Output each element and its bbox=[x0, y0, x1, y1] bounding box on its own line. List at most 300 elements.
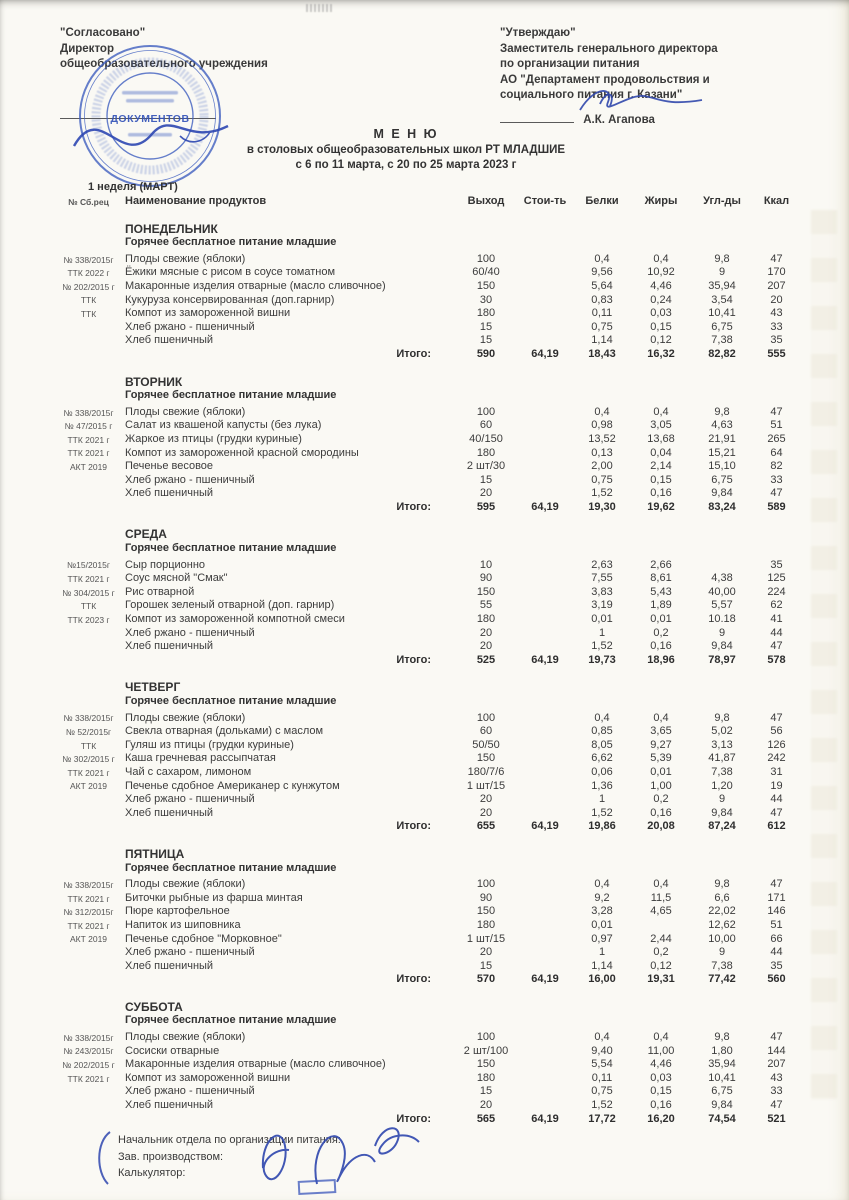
protein-value: 0,4 bbox=[594, 711, 610, 724]
carbs-value: 4,63 bbox=[711, 419, 733, 432]
menu-row bbox=[52, 892, 800, 906]
carbs-value: 6,75 bbox=[711, 320, 733, 333]
portion-out: 30 bbox=[479, 293, 493, 306]
portion-out: 180 bbox=[476, 918, 496, 931]
cost-value bbox=[517, 460, 573, 474]
recipe-ref: №15/2015г bbox=[67, 560, 110, 571]
protein-value: 0,4 bbox=[594, 405, 610, 418]
recipe-ref: АКТ 2019 bbox=[69, 934, 108, 945]
total-row bbox=[52, 348, 800, 362]
day-section bbox=[52, 681, 800, 834]
recipe-ref: ТТК bbox=[80, 601, 97, 612]
fat-value: 0,4 bbox=[653, 711, 669, 724]
recipe-ref: АКТ 2019 bbox=[69, 461, 108, 472]
portion-out: 180/7/6 bbox=[467, 765, 505, 778]
kcal-value: 47 bbox=[770, 711, 783, 724]
scan-artifact bbox=[306, 4, 334, 12]
carbs-value: 7,38 bbox=[711, 334, 733, 347]
fat-value bbox=[631, 919, 691, 933]
day-subtitle: Горячее бесплатное питание младшие bbox=[125, 542, 337, 555]
total-fat: 18,96 bbox=[647, 653, 675, 666]
protein-value: 5,64 bbox=[591, 279, 613, 292]
total-carbs: 82,82 bbox=[708, 347, 736, 360]
carbs-value: 9,8 bbox=[714, 878, 730, 891]
kcal-value: 35 bbox=[770, 558, 783, 571]
footer-signatures-icon bbox=[225, 1106, 455, 1198]
total-fat: 19,31 bbox=[647, 973, 675, 986]
product-name: Каша гречневая рассыпчатая bbox=[125, 752, 276, 765]
protein-value: 0,97 bbox=[591, 932, 613, 945]
kcal-value: 33 bbox=[770, 1085, 783, 1098]
product-name: Чай с сахаром, лимоном bbox=[125, 765, 252, 778]
total-label: Итого: bbox=[396, 500, 431, 513]
cost-value bbox=[517, 1099, 573, 1113]
table-header-row bbox=[52, 195, 800, 209]
recipe-ref: № 338/2015г bbox=[63, 1032, 114, 1043]
product-name: Макаронные изделия отварные (масло сливочное) bbox=[125, 1058, 386, 1071]
cost-value bbox=[517, 406, 573, 420]
portion-out: 100 bbox=[476, 878, 496, 891]
cost-value bbox=[517, 1072, 573, 1086]
protein-value: 0,06 bbox=[591, 765, 613, 778]
fat-value: 3,65 bbox=[650, 725, 672, 738]
recipe-ref: ТТК 2023 г bbox=[67, 614, 110, 625]
total-row bbox=[52, 973, 800, 987]
cost-value bbox=[517, 307, 573, 321]
fat-value: 4,65 bbox=[650, 905, 672, 918]
total-cost: 64,19 bbox=[531, 1112, 559, 1125]
protein-value: 1,14 bbox=[591, 334, 613, 347]
fat-value: 0,2 bbox=[653, 793, 669, 806]
kcal-value: 44 bbox=[770, 626, 783, 639]
recipe-ref: № 202/2015 г bbox=[62, 281, 115, 292]
recipe-ref: № 338/2015г bbox=[63, 713, 114, 724]
kcal-value: 224 bbox=[767, 585, 786, 598]
menu-row bbox=[52, 1045, 800, 1059]
day-section bbox=[52, 848, 800, 987]
cost-value bbox=[517, 280, 573, 294]
carbs-value: 10,00 bbox=[708, 932, 736, 945]
product-name: Компот из замороженной вишни bbox=[125, 1071, 291, 1084]
protein-value: 9,56 bbox=[591, 266, 613, 279]
approver-name: А.К. Агапова bbox=[583, 113, 655, 126]
portion-out: 2 шт/30 bbox=[466, 460, 506, 473]
kcal-value: 35 bbox=[770, 959, 783, 972]
fat-value: 0,4 bbox=[653, 1031, 669, 1044]
product-name: Салат из квашеной капусты (без лука) bbox=[125, 419, 322, 432]
protein-value: 13,52 bbox=[588, 432, 616, 445]
menu-row bbox=[52, 599, 800, 613]
fat-value: 4,46 bbox=[650, 1058, 672, 1071]
menu-row bbox=[52, 905, 800, 919]
cost-value bbox=[517, 433, 573, 447]
protein-value: 1 bbox=[598, 793, 606, 806]
cost-value bbox=[517, 474, 573, 488]
carbs-value: 40,00 bbox=[708, 585, 736, 598]
total-kcal: 555 bbox=[767, 347, 786, 360]
fat-value: 3,05 bbox=[650, 419, 672, 432]
col-header-fat: Жиры bbox=[644, 195, 678, 207]
kcal-value: 144 bbox=[767, 1044, 786, 1057]
carbs-value: 9 bbox=[718, 793, 726, 806]
approval-right-line: "Утверждаю" bbox=[500, 27, 576, 39]
menu-row bbox=[52, 447, 800, 461]
menu-row bbox=[52, 752, 800, 766]
approval-left-line: "Согласовано" bbox=[60, 27, 146, 39]
cost-value bbox=[517, 725, 573, 739]
portion-out: 180 bbox=[476, 307, 496, 320]
cost-value bbox=[517, 712, 573, 726]
total-out: 570 bbox=[476, 973, 496, 986]
menu-row bbox=[52, 334, 800, 348]
product-name: Плоды свежие (яблоки) bbox=[125, 252, 246, 265]
total-label: Итого: bbox=[396, 973, 431, 986]
portion-out: 20 bbox=[479, 793, 493, 806]
carbs-value: 9 bbox=[718, 626, 726, 639]
total-row bbox=[52, 501, 800, 515]
col-header-protein: Белки bbox=[585, 195, 619, 207]
total-label: Итого: bbox=[396, 653, 431, 666]
approver-signature-line bbox=[500, 122, 574, 123]
total-protein: 19,86 bbox=[588, 820, 616, 833]
portion-out: 150 bbox=[476, 279, 496, 292]
portion-out: 15 bbox=[479, 959, 493, 972]
product-name: Хлеб пшеничный bbox=[125, 334, 214, 347]
kcal-value: 31 bbox=[770, 765, 783, 778]
menu-row bbox=[52, 1072, 800, 1086]
fat-value: 11,5 bbox=[650, 891, 672, 904]
kcal-value: 171 bbox=[767, 891, 786, 904]
total-kcal: 578 bbox=[767, 653, 786, 666]
protein-value: 9,40 bbox=[591, 1044, 613, 1057]
menu-row bbox=[52, 253, 800, 267]
day-subtitle: Горячее бесплатное питание младшие bbox=[125, 861, 337, 874]
portion-out: 90 bbox=[479, 572, 493, 585]
day-section bbox=[52, 376, 800, 515]
portion-out: 150 bbox=[476, 905, 496, 918]
total-protein: 18,43 bbox=[588, 347, 616, 360]
kcal-value: 47 bbox=[770, 1031, 783, 1044]
protein-value: 0,85 bbox=[591, 725, 613, 738]
approval-right-line: Заместитель генерального директора bbox=[500, 42, 718, 55]
cost-value bbox=[517, 294, 573, 308]
cost-value bbox=[517, 627, 573, 641]
protein-value: 1,36 bbox=[591, 779, 613, 792]
protein-value: 3,83 bbox=[591, 585, 613, 598]
protein-value: 8,05 bbox=[591, 738, 613, 751]
total-protein: 19,30 bbox=[588, 500, 616, 513]
portion-out: 20 bbox=[479, 626, 493, 639]
total-kcal: 612 bbox=[767, 820, 786, 833]
carbs-value: 9,84 bbox=[711, 806, 733, 819]
cost-value bbox=[517, 933, 573, 947]
kcal-value: 43 bbox=[770, 1071, 783, 1084]
carbs-value: 5,02 bbox=[711, 725, 733, 738]
carbs-value: 22,02 bbox=[708, 905, 736, 918]
menu-row bbox=[52, 307, 800, 321]
cost-value bbox=[517, 1085, 573, 1099]
portion-out: 60 bbox=[479, 419, 493, 432]
protein-value: 0,11 bbox=[591, 307, 613, 320]
fat-value: 0,16 bbox=[650, 487, 672, 500]
kcal-value: 64 bbox=[770, 446, 783, 459]
carbs-value: 9,8 bbox=[714, 405, 730, 418]
fat-value: 0,16 bbox=[650, 1099, 672, 1112]
carbs-value: 9,84 bbox=[711, 487, 733, 500]
portion-out: 100 bbox=[476, 1031, 496, 1044]
carbs-value: 9,8 bbox=[714, 711, 730, 724]
portion-out: 60/40 bbox=[472, 266, 500, 279]
kcal-value: 82 bbox=[770, 460, 783, 473]
kcal-value: 265 bbox=[767, 432, 786, 445]
day-section bbox=[52, 223, 800, 362]
product-name: Хлеб пшеничный bbox=[125, 959, 214, 972]
total-carbs: 78,97 bbox=[708, 653, 736, 666]
day-subtitle: Горячее бесплатное питание младшие bbox=[125, 1014, 337, 1027]
approval-right-line: социального питания г. Казани" bbox=[500, 89, 683, 101]
footer-ink-mark-icon bbox=[92, 1128, 118, 1188]
kcal-value: 47 bbox=[770, 640, 783, 653]
fat-value: 0,15 bbox=[650, 320, 672, 333]
fat-value: 0,12 bbox=[650, 959, 672, 972]
menu-row bbox=[52, 1058, 800, 1072]
carbs-value: 6,75 bbox=[711, 1085, 733, 1098]
recipe-ref: № 47/2015 г bbox=[64, 421, 113, 432]
cost-value bbox=[517, 447, 573, 461]
carbs-value: 10.18 bbox=[708, 613, 736, 626]
cost-value bbox=[517, 1045, 573, 1059]
portion-out: 20 bbox=[479, 946, 493, 959]
kcal-value: 35 bbox=[770, 334, 783, 347]
menu-row bbox=[52, 406, 800, 420]
carbs-value: 35,94 bbox=[708, 279, 736, 292]
portion-out: 180 bbox=[476, 1071, 496, 1084]
footer-line: Зав. производством: bbox=[118, 1150, 224, 1163]
protein-value: 0,4 bbox=[594, 878, 610, 891]
carbs-value: 9,84 bbox=[711, 640, 733, 653]
day-title: СРЕДА bbox=[125, 527, 167, 542]
total-cost: 64,19 bbox=[531, 500, 559, 513]
cost-value bbox=[517, 321, 573, 335]
menu-row bbox=[52, 586, 800, 600]
kcal-value: 51 bbox=[770, 419, 783, 432]
carbs-value: 41,87 bbox=[708, 752, 736, 765]
cost-value bbox=[517, 599, 573, 613]
kcal-value: 47 bbox=[770, 487, 783, 500]
recipe-ref: № 338/2015г bbox=[63, 254, 114, 265]
menu-row bbox=[52, 1031, 800, 1045]
protein-value: 0,01 bbox=[591, 918, 613, 931]
protein-value: 1 bbox=[598, 946, 606, 959]
portion-out: 100 bbox=[476, 711, 496, 724]
protein-value: 1,52 bbox=[591, 806, 613, 819]
cost-value bbox=[517, 1031, 573, 1045]
cost-value bbox=[517, 793, 573, 807]
carbs-value: 9,8 bbox=[714, 252, 730, 265]
product-name: Соус мясной "Смак" bbox=[125, 572, 228, 585]
carbs-value: 9,84 bbox=[711, 1099, 733, 1112]
menu-row bbox=[52, 933, 800, 947]
fat-value: 0,04 bbox=[650, 446, 672, 459]
portion-out: 180 bbox=[476, 446, 496, 459]
fat-value: 0,03 bbox=[650, 1071, 672, 1084]
protein-value: 3,28 bbox=[591, 905, 613, 918]
carbs-value: 1,20 bbox=[711, 779, 733, 792]
fat-value: 4,46 bbox=[650, 279, 672, 292]
kcal-value: 47 bbox=[770, 806, 783, 819]
fat-value: 11,00 bbox=[647, 1044, 675, 1057]
day-title: ВТОРНИК bbox=[125, 374, 183, 389]
cost-value bbox=[517, 780, 573, 794]
portion-out: 180 bbox=[476, 613, 496, 626]
menu-row bbox=[52, 572, 800, 586]
recipe-ref: № 304/2015 г bbox=[62, 587, 115, 598]
menu-row bbox=[52, 266, 800, 280]
menu-row bbox=[52, 725, 800, 739]
menu-row bbox=[52, 280, 800, 294]
total-protein: 19,73 bbox=[588, 653, 616, 666]
total-carbs: 77,42 bbox=[708, 973, 736, 986]
product-name: Компот из замороженной вишни bbox=[125, 307, 291, 320]
document-title-block bbox=[0, 127, 812, 172]
menu-row bbox=[52, 640, 800, 654]
cost-value bbox=[517, 739, 573, 753]
portion-out: 2 шт/100 bbox=[463, 1044, 509, 1057]
menu-row bbox=[52, 960, 800, 974]
cost-value bbox=[517, 613, 573, 627]
menu-row bbox=[52, 460, 800, 474]
fat-value: 2,44 bbox=[650, 932, 672, 945]
portion-out: 90 bbox=[479, 891, 493, 904]
product-name: Хлеб ржано - пшеничный bbox=[125, 320, 255, 333]
approval-left-line: Директор bbox=[60, 42, 114, 55]
recipe-ref: № 52/2015г bbox=[65, 726, 112, 737]
portion-out: 20 bbox=[479, 806, 493, 819]
total-row bbox=[52, 654, 800, 668]
portion-out: 20 bbox=[479, 487, 493, 500]
product-name: Хлеб пшеничный bbox=[125, 1099, 214, 1112]
portion-out: 150 bbox=[476, 1058, 496, 1071]
carbs-value: 9 bbox=[718, 266, 726, 279]
fat-value: 0,16 bbox=[650, 806, 672, 819]
carbs-value: 35,94 bbox=[708, 1058, 736, 1071]
cost-value bbox=[517, 419, 573, 433]
approval-right-line: АО "Департамент продовольствия и bbox=[500, 73, 710, 86]
cost-value bbox=[517, 559, 573, 573]
portion-out: 100 bbox=[476, 405, 496, 418]
day-subtitle: Горячее бесплатное питание младшие bbox=[125, 695, 337, 707]
cost-value bbox=[517, 253, 573, 267]
carbs-value: 10,41 bbox=[708, 307, 736, 320]
day-title: СУББОТА bbox=[125, 999, 183, 1014]
footer-line: Начальник отдела по организации питания: bbox=[118, 1134, 341, 1146]
menu-row bbox=[52, 919, 800, 933]
protein-value: 2,63 bbox=[591, 558, 613, 571]
protein-value: 1,52 bbox=[591, 640, 613, 653]
menu-row bbox=[52, 487, 800, 501]
total-cost: 64,19 bbox=[531, 347, 559, 360]
carbs-value: 7,38 bbox=[711, 765, 733, 778]
title-menu: М Е Н Ю bbox=[373, 127, 439, 141]
product-name: Плоды свежие (яблоки) bbox=[125, 1031, 246, 1044]
portion-out: 150 bbox=[476, 585, 496, 598]
recipe-ref: ТТК 2021 г bbox=[67, 767, 110, 778]
fat-value: 0,2 bbox=[653, 946, 669, 959]
cost-value bbox=[517, 892, 573, 906]
portion-out: 40/150 bbox=[469, 432, 503, 445]
day-title: ПЯТНИЦА bbox=[125, 846, 185, 861]
protein-value: 0,75 bbox=[591, 320, 613, 333]
week-label: 1 неделя (МАРТ) bbox=[88, 181, 178, 193]
kcal-value: 66 bbox=[770, 932, 783, 945]
carbs-value: 10,41 bbox=[708, 1071, 736, 1084]
menu-row bbox=[52, 474, 800, 488]
menu-row bbox=[52, 739, 800, 753]
total-out: 595 bbox=[476, 500, 496, 513]
kcal-value: 242 bbox=[767, 752, 786, 765]
carbs-value: 15,21 bbox=[708, 446, 736, 459]
cost-value bbox=[517, 334, 573, 348]
fat-value: 13,68 bbox=[647, 432, 675, 445]
carbs-value: 15,10 bbox=[708, 460, 736, 473]
kcal-value: 207 bbox=[767, 279, 786, 292]
kcal-value: 20 bbox=[770, 293, 783, 306]
carbs-value: 9 bbox=[718, 946, 726, 959]
day-subtitle: Горячее бесплатное питание младшие bbox=[125, 236, 337, 249]
recipe-ref: ТТК 2021 г bbox=[67, 920, 110, 931]
fat-value: 0,4 bbox=[653, 405, 669, 418]
fat-value: 0,2 bbox=[653, 626, 669, 639]
portion-out: 60 bbox=[479, 725, 493, 738]
fat-value: 0,12 bbox=[650, 334, 672, 347]
protein-value: 1,52 bbox=[591, 1099, 613, 1112]
portion-out: 150 bbox=[476, 752, 496, 765]
cost-value bbox=[517, 919, 573, 933]
cost-value bbox=[517, 586, 573, 600]
kcal-value: 170 bbox=[767, 266, 786, 279]
fat-value: 0,15 bbox=[650, 473, 672, 486]
total-out: 655 bbox=[476, 820, 496, 833]
kcal-value: 33 bbox=[770, 320, 783, 333]
menu-row bbox=[52, 793, 800, 807]
protein-value: 0,98 bbox=[591, 419, 613, 432]
total-cost: 64,19 bbox=[531, 820, 559, 833]
product-name: Плоды свежие (яблоки) bbox=[125, 711, 246, 724]
fat-value: 9,27 bbox=[650, 738, 672, 751]
carbs-value: 5,57 bbox=[711, 599, 733, 612]
protein-value: 5,54 bbox=[591, 1058, 613, 1071]
day-section bbox=[52, 528, 800, 667]
kcal-value: 56 bbox=[770, 725, 783, 738]
protein-value: 0,75 bbox=[591, 1085, 613, 1098]
carbs-value: 1,80 bbox=[711, 1044, 733, 1057]
col-header-recipe: № Сб.рец bbox=[68, 196, 109, 207]
recipe-ref: № 202/2015 г bbox=[62, 1060, 115, 1071]
portion-out: 100 bbox=[476, 252, 496, 265]
product-name: Плоды свежие (яблоки) bbox=[125, 405, 246, 418]
product-name: Ёжики мясные с рисом в соусе томатном bbox=[125, 266, 336, 279]
kcal-value: 41 bbox=[770, 613, 783, 626]
cost-value bbox=[517, 640, 573, 654]
total-carbs: 87,24 bbox=[708, 820, 736, 833]
product-name: Хлеб пшеничный bbox=[125, 806, 214, 819]
protein-value: 7,55 bbox=[591, 572, 613, 585]
total-label: Итого: bbox=[396, 347, 431, 360]
menu-row bbox=[52, 559, 800, 573]
fat-value: 10,92 bbox=[647, 266, 675, 279]
total-fat: 20,08 bbox=[647, 820, 675, 833]
fat-value: 5,43 bbox=[650, 585, 672, 598]
